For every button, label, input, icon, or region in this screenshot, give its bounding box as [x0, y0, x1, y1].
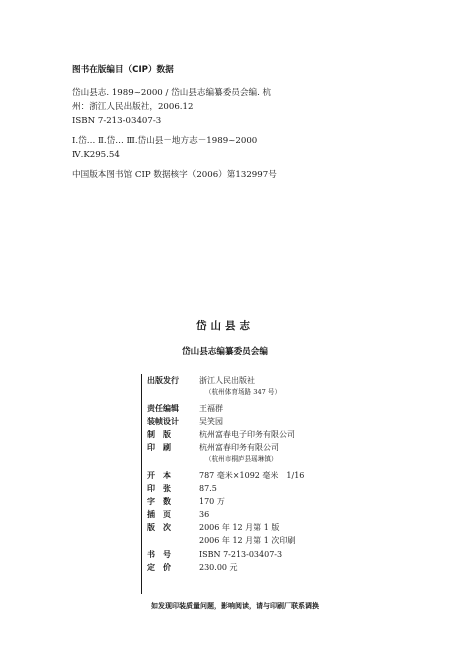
cip-line: 州：浙江人民出版社，2006.12 [72, 102, 194, 112]
imprint-value: 杭州富春印务有限公司 [199, 443, 279, 452]
cip-line: Ⅰ.岱… Ⅱ.岱… Ⅲ.岱山县－地方志－1989~2000 [72, 136, 258, 146]
imprint-value: 杭州富春电子印务有限公司 [199, 430, 295, 439]
imprint-label: 字 数 [147, 497, 171, 506]
imprint-label: 责任编辑 [147, 404, 179, 413]
imprint-label: 开 本 [147, 471, 171, 480]
cip-data-block [72, 63, 402, 182]
imprint-label: 定 价 [147, 563, 171, 572]
imprint-value: 吴笑园 [199, 417, 223, 426]
imprint-label: 装帧设计 [147, 417, 179, 426]
cip-line: 岱山县志. 1989~2000 / 岱山县志编纂委员会编. 杭 [72, 88, 272, 98]
cip-heading: 图书在版编目（CIP）数据 [72, 65, 174, 75]
imprint-value: 87.5 [199, 484, 217, 493]
cip-line: Ⅳ.K295.54 [72, 150, 120, 160]
imprint-value: 2006 年 12 月第 1 次印刷 [199, 536, 296, 545]
imprint-value: 2006 年 12 月第 1 版 [199, 523, 280, 532]
imprint-label: 制 版 [147, 430, 171, 439]
cip-line: ISBN 7-213-03407-3 [72, 116, 162, 126]
imprint-label: 印 张 [147, 484, 171, 493]
imprint-value: 浙江人民出版社 [199, 376, 255, 385]
imprint-bracket [141, 374, 146, 594]
imprint-value: 787 毫米×1092 毫米 1/16 [199, 471, 305, 480]
imprint-value: 170 万 [199, 497, 225, 506]
footer-note: 如发现印装质量问题，影响阅读，请与印刷厂联系调换 [151, 601, 319, 610]
book-compiler: 岱山县志编纂委员会编 [182, 347, 268, 357]
imprint-label: 书 号 [147, 550, 171, 559]
imprint-value: 王福群 [199, 404, 223, 413]
imprint-label: 出版发行 [147, 376, 179, 385]
book-title: 岱山县志 [196, 320, 254, 332]
imprint-value: 230.00 元 [199, 563, 238, 572]
imprint-value: ISBN 7-213-03407-3 [199, 550, 283, 559]
imprint-value: （杭州市桐庐县瑶琳镇） [205, 455, 278, 463]
imprint-label: 插 页 [147, 510, 171, 519]
imprint-label: 印 刷 [147, 443, 171, 452]
cip-line: 中国版本图书馆 CIP 数据核字（2006）第132997号 [72, 170, 277, 180]
imprint-value: 36 [199, 510, 210, 519]
imprint-label: 版 次 [147, 523, 171, 532]
imprint-value: （杭州体育场路 347 号） [205, 388, 282, 396]
